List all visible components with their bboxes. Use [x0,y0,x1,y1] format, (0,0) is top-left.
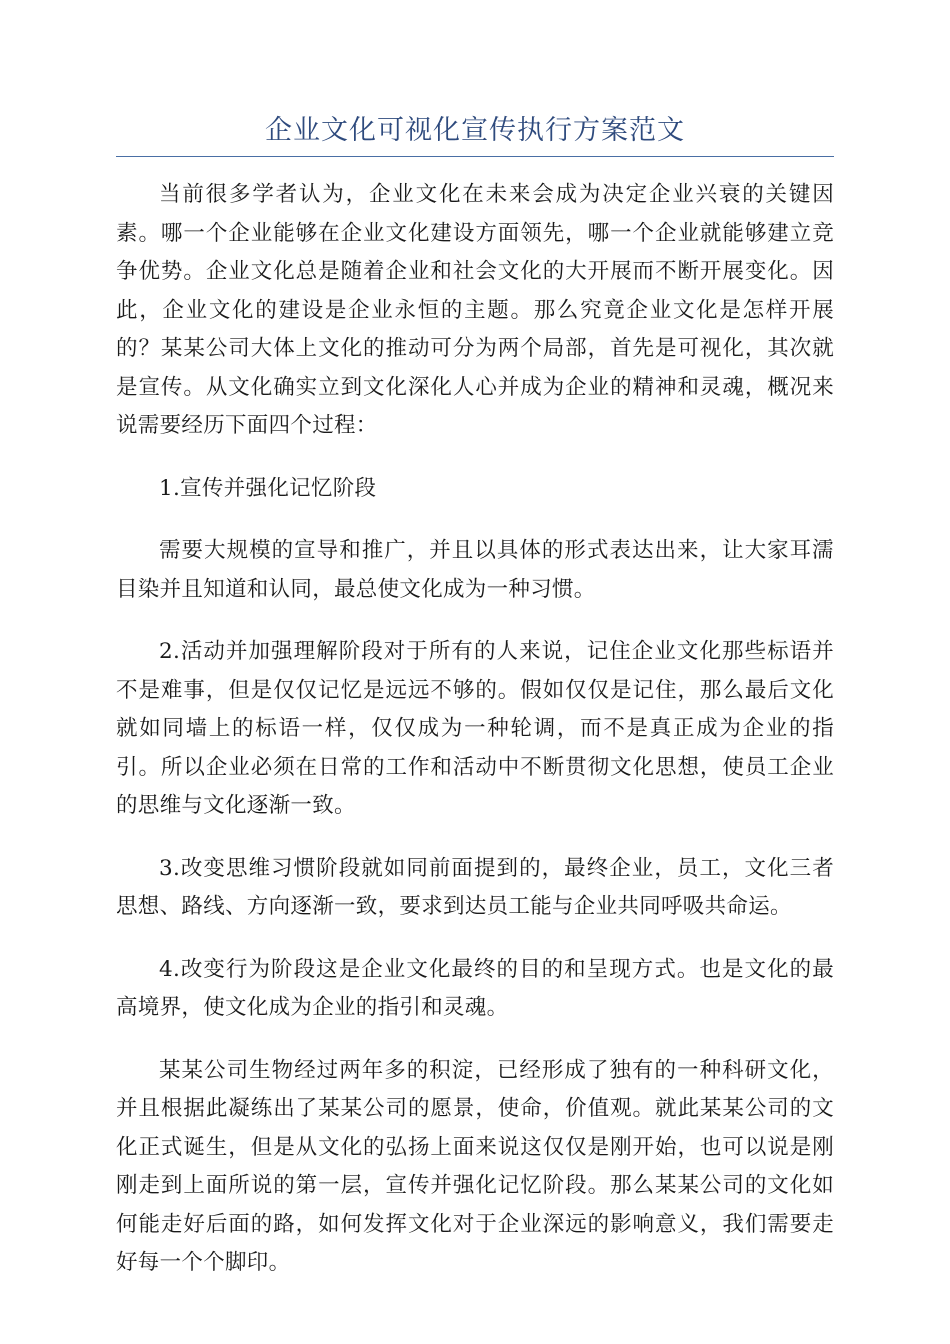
paragraph-intro: 当前很多学者认为，企业文化在未来会成为决定企业兴衰的关键因素。哪一个企业能够在企业文化建设方面领先，哪一个企业就能够建立竞争优势。企业文化总是随着企业和社会文化的大开展而不断开展变化。因此，企业文化的建设是企业永恒的主题。那么究竟企业文化是怎样开展的？某某公司大体上文化的推动可分为两个局部，首先是可视化，其次就是宣传。从文化确实立到文化深化人心并成为企业的精神和灵魂，概况来说需要经历下面四个过程： [116,182,834,438]
paragraph-stage-2: 2.活动并加强理解阶段对于所有的人来说，记住企业文化那些标语并不是难事，但是仅仅记忆是远远不够的。假如仅仅是记住，那么最后文化就如同墙上的标语一样，仅仅成为一种轮调，而不是真正成为企业的指引。所以企业必须在日常的工作和活动中不断贯彻文化思想，使员工企业的思维与文化逐渐一致。 [116,639,834,818]
paragraph-conclusion: 某某公司生物经过两年多的积淀，已经形成了独有的一种科研文化，并且根据此凝练出了某某公司的愿景，使命，价值观。就此某某公司的文化正式诞生，但是从文化的弘扬上面来说这仅仅是刚开始，也可以说是刚刚走到上面所说的第一层，宣传并强化记忆阶段。那么某某公司的文化如何能走好后面的路，如何发挥文化对于企业深远的影响意义，我们需要走好每一个个脚印。 [116,1057,834,1275]
document-body [116,176,834,1307]
title-block [116,112,834,157]
paragraph-stage-4: 4.改变行为阶段这是企业文化最终的目的和呈现方式。也是文化的最高境界，使文化成为企业的指引和灵魂。 [116,956,834,1020]
paragraph-stage-3: 3.改变思维习惯阶段就如同前面提到的，最终企业，员工，文化三者思想、路线、方向逐渐一致，要求到达员工能与企业共同呼吸共命运。 [116,855,834,919]
document-title: 企业文化可视化宣传执行方案范文 [265,115,685,146]
paragraph-stage-1-detail: 需要大规模的宣导和推广，并且以具体的形式表达出来，让大家耳濡目染并且知道和认同，最总使文化成为一种习惯。 [116,538,834,602]
paragraph-stage-1-heading: 1.宣传并强化记忆阶段 [159,475,377,501]
